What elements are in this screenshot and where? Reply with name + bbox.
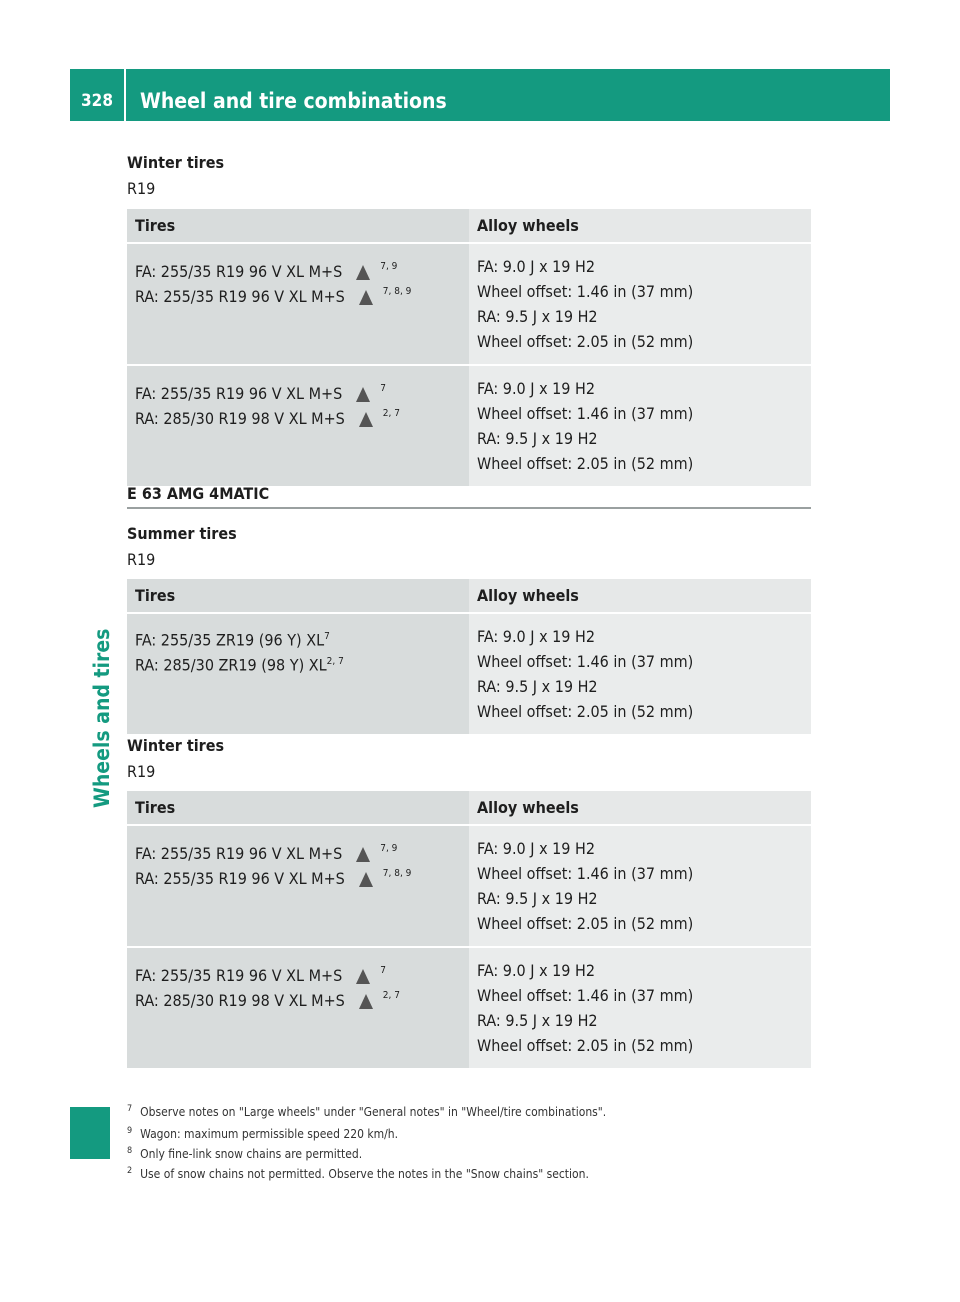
tire-spec: FA: 255/35 R19 96 V XL M+S (135, 262, 343, 281)
tire-spec: RA: 285/30 R19 98 V XL M+S (135, 991, 345, 1010)
block3-heading: Winter tires (127, 736, 225, 755)
wheel-spec: Wheel offset: 1.46 in (37 mm) (477, 986, 694, 1005)
footnote-ref: 7 (380, 965, 386, 976)
footnote-ref: 2, 7 (382, 408, 400, 419)
footnote-ref: 2, 7 (326, 656, 344, 667)
wheel-spec: FA: 9.0 J x 19 H2 (477, 257, 596, 276)
footnote-ref: 2, 7 (382, 990, 400, 1001)
wheel-spec: RA: 9.5 J x 19 H2 (477, 307, 598, 326)
table-row (127, 825, 811, 947)
footnote-number: 2 (127, 1166, 133, 1176)
col-alloy-wheels: Alloy wheels (469, 791, 811, 825)
wheel-spec: RA: 9.5 J x 19 H2 (477, 677, 598, 696)
footnote-number: 8 (127, 1146, 133, 1156)
col-tires: Tires (127, 791, 469, 825)
footnote-ref: 7, 8, 9 (382, 868, 412, 879)
footnote (127, 1146, 362, 1161)
footnote-ref: 7 (380, 383, 386, 394)
footnote-number: 9 (127, 1126, 133, 1136)
side-tab-label: Wheels and tires (90, 628, 114, 808)
side-tab-block (70, 1107, 110, 1159)
footnote (127, 1126, 398, 1141)
section-title: E 63 AMG 4MATIC (127, 484, 811, 509)
col-tires: Tires (127, 579, 469, 613)
tire-spec: RA: 285/30 ZR19 (98 Y) XL (135, 655, 327, 675)
table-row (127, 365, 811, 486)
snowflake-mountain-icon (359, 994, 373, 1009)
snowflake-mountain-icon (356, 847, 370, 862)
table-row (127, 243, 811, 365)
footnote-ref: 7, 8, 9 (382, 286, 412, 297)
wheel-spec: FA: 9.0 J x 19 H2 (477, 379, 596, 398)
block1-table (127, 209, 811, 486)
block2-table (127, 579, 811, 734)
wheel-spec: Wheel offset: 1.46 in (37 mm) (477, 404, 694, 423)
wheel-spec: Wheel offset: 1.46 in (37 mm) (477, 282, 694, 301)
page-number: 328 (70, 69, 126, 121)
wheel-spec: Wheel offset: 2.05 in (52 mm) (477, 914, 694, 933)
page-title: Wheel and tire combinations (140, 89, 447, 113)
wheel-spec: Wheel offset: 1.46 in (37 mm) (477, 652, 694, 671)
tire-spec: FA: 255/35 R19 96 V XL M+S (135, 966, 343, 985)
snowflake-mountain-icon (359, 290, 373, 305)
footnote-ref: 7, 9 (380, 843, 398, 854)
footnote-ref: 7, 9 (380, 261, 398, 272)
tire-spec: FA: 255/35 R19 96 V XL M+S (135, 384, 343, 403)
snowflake-mountain-icon (359, 872, 373, 887)
wheel-spec: RA: 9.5 J x 19 H2 (477, 1011, 598, 1030)
wheel-spec: Wheel offset: 2.05 in (52 mm) (477, 1036, 694, 1055)
wheel-spec: Wheel offset: 2.05 in (52 mm) (477, 702, 694, 721)
footnote (127, 1104, 606, 1119)
snowflake-mountain-icon (356, 387, 370, 402)
footnote-number: 7 (127, 1104, 133, 1114)
wheel-spec: Wheel offset: 1.46 in (37 mm) (477, 864, 694, 883)
table-row (127, 947, 811, 1068)
tire-spec: RA: 255/35 R19 96 V XL M+S (135, 869, 345, 888)
col-tires: Tires (127, 209, 469, 243)
block3-size: R19 (127, 762, 156, 781)
footnote-text: Only fine-link snow chains are permitted. (140, 1147, 363, 1161)
block1-size: R19 (127, 179, 156, 198)
block2-size: R19 (127, 550, 156, 569)
block2-heading: Summer tires (127, 524, 237, 543)
snowflake-mountain-icon (356, 265, 370, 280)
tire-spec: FA: 255/35 ZR19 (96 Y) XL (135, 630, 325, 650)
wheel-spec: RA: 9.5 J x 19 H2 (477, 889, 598, 908)
footnote-text: Wagon: maximum permissible speed 220 km/h. (140, 1127, 399, 1141)
snowflake-mountain-icon (359, 412, 373, 427)
wheel-spec: Wheel offset: 2.05 in (52 mm) (477, 454, 694, 473)
tire-spec: RA: 285/30 R19 98 V XL M+S (135, 409, 345, 428)
wheel-spec: FA: 9.0 J x 19 H2 (477, 961, 596, 980)
col-alloy-wheels: Alloy wheels (469, 579, 811, 613)
wheel-spec: Wheel offset: 2.05 in (52 mm) (477, 332, 694, 351)
snowflake-mountain-icon (356, 969, 370, 984)
page-header (70, 69, 890, 121)
tire-spec: RA: 255/35 R19 96 V XL M+S (135, 287, 345, 306)
wheel-spec: FA: 9.0 J x 19 H2 (477, 627, 596, 646)
footnote-text: Use of snow chains not permitted. Observe the notes in the "Snow chains" section. (140, 1167, 589, 1181)
footnote-text: Observe notes on "Large wheels" under "General notes" in "Wheel/tire combinations". (140, 1105, 607, 1119)
table-row (127, 613, 811, 734)
wheel-spec: FA: 9.0 J x 19 H2 (477, 839, 596, 858)
footnote-ref: 7 (324, 631, 330, 642)
block3-table (127, 791, 811, 1068)
tire-spec: FA: 255/35 R19 96 V XL M+S (135, 844, 343, 863)
footnote (127, 1166, 589, 1181)
wheel-spec: RA: 9.5 J x 19 H2 (477, 429, 598, 448)
col-alloy-wheels: Alloy wheels (469, 209, 811, 243)
block1-heading: Winter tires (127, 153, 225, 172)
